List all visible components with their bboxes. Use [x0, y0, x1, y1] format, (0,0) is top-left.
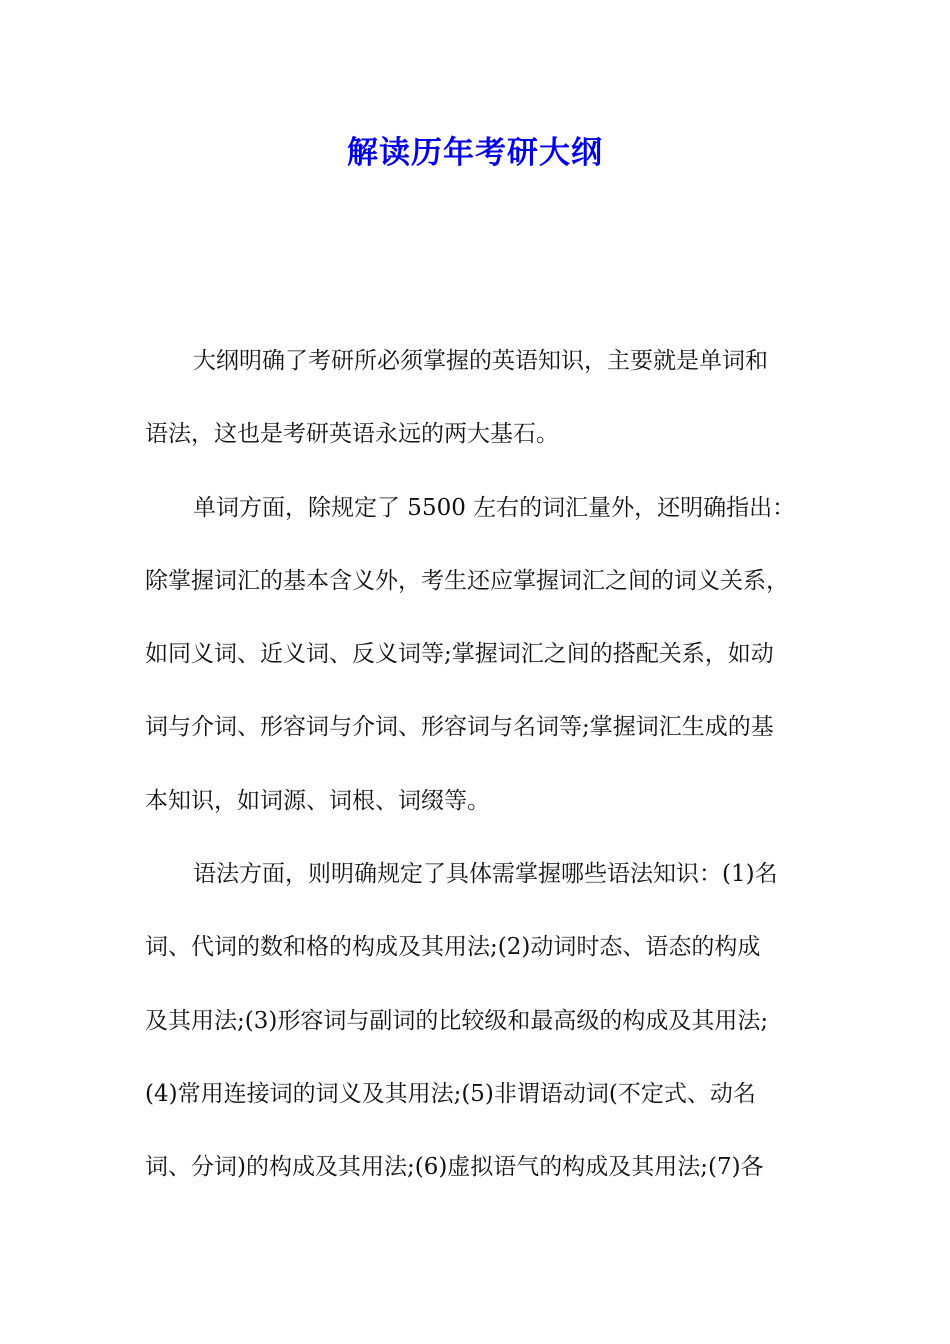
paragraph-2-line-5: 本知识，如词源、词根、词缀等。 [145, 787, 490, 814]
paragraph-3-line-4: (4)常用连接词的词义及其用法;(5)非谓语动词(不定式、动名 [145, 1080, 756, 1107]
paragraph-1-line-2: 语法，这也是考研英语永远的两大基石。 [145, 421, 559, 448]
paragraph-2-line-4: 词与介词、形容词与介词、形容词与名词等;掌握词汇生成的基 [145, 714, 774, 741]
document-title: 解读历年考研大纲 [347, 135, 603, 171]
paragraph-2-line-1: 单词方面，除规定了 5500 左右的词汇量外，还明确指出： [193, 494, 796, 521]
paragraph-1-line-1: 大纲明确了考研所必须掌握的英语知识，主要就是单词和 [193, 348, 768, 374]
paragraph-3-line-5: 词、分词)的构成及其用法;(6)虚拟语气的构成及其用法;(7)各 [145, 1154, 764, 1181]
paragraph-2-line-2: 除掌握词汇的基本含义外，考生还应掌握词汇之间的词义关系， [145, 567, 789, 594]
paragraph-3-line-2: 词、代词的数和格的构成及其用法;(2)动词时态、语态的构成 [145, 934, 761, 961]
paragraph-2-line-3: 如同义词、近义词、反义词等;掌握词汇之间的搭配关系，如动 [145, 641, 774, 668]
paragraph-3-line-1: 语法方面，则明确规定了具体需掌握哪些语法知识：(1)名 [193, 861, 778, 888]
paragraph-3-line-3: 及其用法;(3)形容词与副词的比较级和最高级的构成及其用法; [145, 1007, 769, 1034]
document-body [145, 336, 825, 1216]
